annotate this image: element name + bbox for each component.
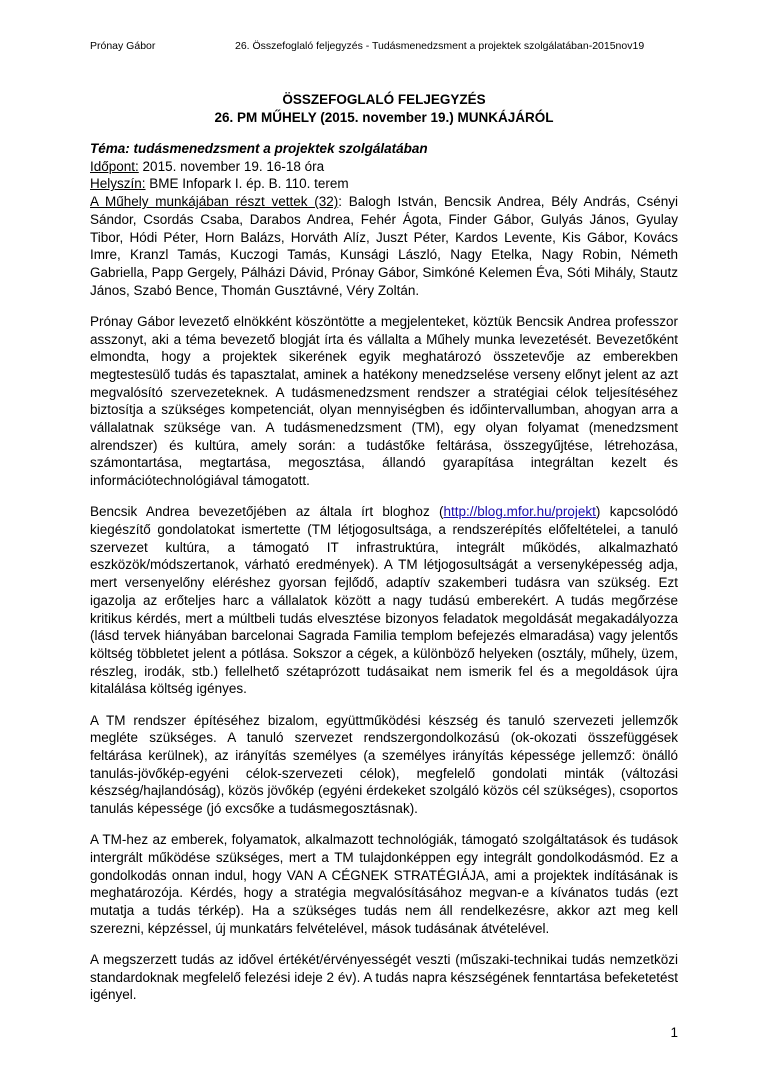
paragraph-intro: Prónay Gábor levezető elnökként köszöntötte a megjelenteket, köztük Bencsik Andrea professzor asszonyt, aki a téma bevezető blogját írta és vállalta a Műhely munka levezetését. Bevezetőként elmondta, hogy a projektek sikerének egyik meghatározó összetevője az emberekben megtestesülő tudás és tapasztalat, aminek a hatékony menedzselése verseny előnyt jelent az azt megvalósító szervezeteknek. A tudásmenedzsment rendszer a stratégiai célok teljesítéséhez biztosítja a szükséges kompetenciát, olyan mennyiségben és időintervallumban, ahogyan arra a vállalatnak szüksége van. A tudásmenedzsment (TM), egy olyan folyamat (menedzsment alrendszer) és kultúra, amely során: a tudástőke feltárása, összegyűjtése, létrehozása, számontartása, megtartása, megosztása, állandó gyarapítása integráltan kezelt és információtechnológiával támogatott. [90,313,678,489]
header-author: Prónay Gábor [90,40,156,52]
paragraph-bencsik [90,503,678,698]
meta-block [90,140,678,299]
paragraph-tm-system: A TM rendszer építéséhez bizalom, együttműködési készség és tanuló szervezeti jellemzők megléte szükséges. A tanuló szervezet rendszergondolkozású (ok-okozati összefüggések feltárása kerülnek), az irányítás személyes (a személyes irányítás képessége jellemző: önálló tanulás-jövőkép-egyéni célok-szervezeti célok), megfelelő gondolati minták (változási készség/hajlandóság), közös jövőkép (egyéni érdekeket szolgáló közös cél szükséges), csoportos tanulás képessége (jó excsőke a tudásmegosztásnak). [90,712,678,817]
document-title-line-2: 26. PM MŰHELY (2015. november 19.) MUNKÁJÁRÓL [214,110,554,125]
document-title-line-1: ÖSSZEFOGLALÓ FELJEGYZÉS [282,92,486,107]
paragraph-tm-integration: A TM-hez az emberek, folyamatok, alkalmazott technológiák, támogató szolgáltatások és tudások intergrált működése szükséges, mert a TM tulajdonképpen egy integrált gondolkodásmód. Ez a gondolkodás onnan indul, hogy VAN A CÉGNEK STRATÉGIÁJA, ami a projektek indításának is meghatározója. Kérdés, hogy a stratégia megvalósításához megvan-e a kívánatos tudás (ezt mutatja a tudás térkép). Ha a szükséges tudás nem áll rendelkezésre, akkor azt meg kell szerezni, képzéssel, új munkatárs felvételével, mások tudásának átvételével. [90,832,678,936]
header-running-title: 26. Összefoglaló feljegyzés - Tudásmenedzsment a projektek szolgálatában-2015nov19 [235,40,645,52]
paragraph-bencsik-before: Bencsik Andrea bevezetőjében az általa írt bloghoz ( [90,504,444,520]
topic-line: Téma: tudásmenedzsment a projektek szolgálatában [90,141,428,156]
participants-value: : Balogh István, Bencsik Andrea, Bély András, Csényi Sándor, Csordás Csaba, Darabos Andrea, Fehér Ágota, Finder Gábor, Gulyás János, Gyulay Tibor, Hódi Péter, Horn Balázs, Horváth Alíz, Juszt Péter, Kardos Levente, Kis Gábor, Kovács Imre, Kranzl Tamás, Kuczogi Tamás, Kunsági László, Nagy Etelka, Nagy Robin, Németh Gabriella, Papp Gergely, Pálházi Dávid, Prónay Gábor, Simkóné Kelemen Éva, Sóti Mihály, Stautz János, Szabó Bence, Thomán Gusztávné, Véry Zoltán. [90,194,678,298]
document-title [90,91,678,127]
time-value: 2015. november 19. 16-18 óra [138,158,325,174]
time-label: Időpont: [90,158,139,174]
place-value: BME Infopark I. ép. B. 110. terem [145,176,349,192]
place-line [90,175,678,193]
participants-label: A Műhely munkájában részt vettek (32) [90,194,339,210]
place-label: Helyszín: [90,176,146,192]
page-number: 1 [670,1025,678,1040]
document-body [90,140,678,1018]
blog-link[interactable]: http://blog.mfor.hu/projekt [443,504,596,520]
paragraph-bencsik-after: ) kapcsolódó kiegészítő gondolatokat ismertette (TM létjogosultsága, a rendszerépítés előfeltételei, a tanuló szervezet kultúra, a támogató IT infrastruktúra, integrált működés, alkalmazható eszközök/módszertanok, várható eredmények). A TM létjogosultságát a versenyképesség adja, mert versenyelőny eléréshez gyorsan fejlődő, adaptív szakemberi tudásra van szükség. Ezt igazolja az erőteljes harc a vállalatok között a nagy tudású emberekért. A tudás megőrzése kritikus kérdés, mert a múltbeli tudás elvesztése bizonyos feladatok megoldását megakadályozza (lásd tervek hiányában barcelonai Sagrada Familia templom befejezés elmaradása) vagy jelentős költség többletet jelent a pótlása. Sokszor a cégek, a különböző helyeken (osztály, műhely, üzem, részleg, irodák, stb.) fellelhető szétaprózott tudásaikat nem ismerik fel és a megoldások újra kitalálása költség igényes. [90,504,679,697]
paragraph-knowledge-value: A megszerzett tudás az idővel értékét/érvényességét veszti (műszaki-technikai tudás nemzetközi standardoknak megfelelő felezési ideje 2 év). A tudás napra készségének fenntartása befeketetést igényel. [90,952,678,1003]
time-line [90,158,678,176]
participants-line [90,193,678,299]
